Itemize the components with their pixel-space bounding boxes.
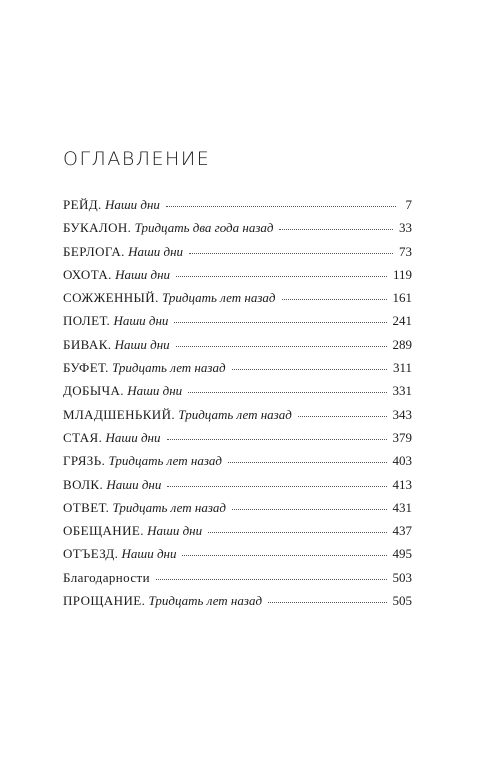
toc-entry-title: ОХОТА.	[63, 266, 112, 282]
toc-entry-timeframe: Наши дни	[121, 546, 177, 562]
toc-entry-timeframe: Наши дни	[115, 266, 171, 282]
toc-entry-label	[63, 407, 292, 423]
toc-entry-label	[63, 383, 182, 399]
toc-entry	[63, 430, 412, 453]
dot-leader	[174, 322, 386, 323]
toc-entry-timeframe: Наши дни	[127, 383, 183, 399]
toc-entry	[63, 244, 412, 267]
toc-entry	[63, 290, 412, 313]
dot-leader	[279, 229, 393, 230]
toc-entry-page-number: 379	[392, 429, 412, 445]
toc-entry-title: ВОЛК.	[63, 476, 104, 492]
toc-entry-page-number: 7	[405, 197, 412, 212]
dot-leader	[268, 602, 386, 603]
toc-entry-page-number: 331	[392, 383, 412, 399]
toc-entry-title: ОТВЕТ.	[63, 499, 110, 515]
toc-entry	[63, 477, 412, 500]
dot-leader	[176, 276, 387, 277]
toc-entry-title: ПРОЩАНИЕ.	[63, 593, 146, 609]
toc-entry-title: СТАЯ.	[63, 429, 103, 445]
toc-entry-label	[63, 244, 183, 260]
toc-entry-label	[63, 570, 150, 586]
toc-entry-title: БУФЕТ.	[63, 360, 109, 376]
toc-entry-label	[63, 313, 168, 329]
toc-entry-title: ПОЛЕТ.	[63, 313, 111, 329]
toc-entry-title: РЕЙД.	[63, 197, 102, 212]
toc-entry-title: СОЖЖЕННЫЙ.	[63, 290, 159, 306]
toc-entry-title: Благодарности	[63, 569, 150, 585]
toc-entry-timeframe: Тридцать лет назад	[178, 406, 292, 422]
toc-entry-timeframe: Наши дни	[106, 476, 162, 492]
dot-leader	[167, 486, 386, 487]
dot-leader	[182, 555, 386, 556]
toc-entry-title: БЕРЛОГА.	[63, 243, 125, 259]
toc-entry	[63, 523, 412, 546]
toc-entry	[63, 267, 412, 290]
toc-entry-timeframe: Тридцать лет назад	[112, 360, 226, 376]
dot-leader	[189, 253, 393, 254]
dot-leader	[282, 299, 387, 300]
toc-entry-label	[63, 197, 160, 213]
dot-leader	[156, 579, 387, 580]
toc-entry-page-number: 161	[392, 290, 412, 306]
toc-entry	[63, 546, 412, 569]
toc-entry-page-number: 311	[392, 360, 412, 376]
toc-entry-page-number: 241	[392, 313, 412, 329]
toc-entry-timeframe: Наши дни	[128, 243, 184, 259]
dot-leader	[166, 206, 396, 207]
toc-entry-timeframe: Тридцать лет назад	[108, 453, 223, 469]
toc-entry-label	[63, 523, 202, 539]
toc-entry-title: БУКАЛОН.	[63, 220, 132, 236]
toc-entry-label	[63, 500, 226, 516]
toc-entry-page-number: 73	[399, 243, 412, 259]
toc-entry-label	[63, 220, 273, 236]
toc-entry-page-number: 505	[392, 593, 412, 609]
toc-entry-page-number: 289	[392, 336, 412, 352]
toc-entry-title: ДОБЫЧА.	[63, 383, 124, 399]
toc-entry-timeframe: Наши дни	[114, 336, 170, 352]
toc-entry-label	[63, 290, 276, 306]
toc-entry-label	[63, 477, 161, 493]
toc-entry-page-number: 343	[392, 406, 412, 422]
toc-entry-page-number: 503	[392, 569, 412, 585]
toc-list	[63, 197, 412, 616]
toc-entry	[63, 360, 412, 383]
toc-entry	[63, 407, 412, 430]
toc-entry-page-number: 119	[392, 266, 412, 282]
toc-entry-timeframe: Наши дни	[147, 523, 203, 539]
dot-leader	[298, 416, 387, 417]
toc-entry-page-number: 431	[392, 499, 412, 515]
toc-entry	[63, 197, 412, 220]
toc-entry-title: ГРЯЗЬ.	[63, 453, 106, 469]
toc-entry-title: МЛАДШЕНЬКИЙ.	[63, 406, 176, 422]
toc-entry-timeframe: Тридцать лет назад	[161, 290, 276, 306]
toc-entry-timeframe: Тридцать лет назад	[148, 593, 263, 609]
toc-entry-timeframe: Наши дни	[105, 429, 161, 445]
toc-entry	[63, 570, 412, 593]
dot-leader	[167, 439, 387, 440]
toc-entry-timeframe: Наши дни	[113, 313, 169, 329]
toc-entry-page-number: 403	[392, 453, 412, 469]
toc-entry	[63, 593, 412, 616]
toc-entry-timeframe: Тридцать лет назад	[112, 499, 227, 515]
toc-entry	[63, 313, 412, 336]
toc-entry	[63, 453, 412, 476]
toc-entry-label	[63, 267, 170, 283]
dot-leader	[188, 392, 386, 393]
toc-entry-page-number: 495	[392, 546, 412, 562]
dot-leader	[228, 462, 386, 463]
toc-entry	[63, 383, 412, 406]
toc-entry-timeframe: Тридцать два года назад	[134, 220, 274, 236]
toc-entry-title: ОБЕЩАНИЕ.	[63, 523, 144, 539]
toc-entry-label	[63, 337, 170, 353]
dot-leader	[208, 532, 386, 533]
toc-entry-title: БИВАК.	[63, 336, 112, 352]
toc-entry-label	[63, 360, 226, 376]
page-title: ОГЛАВЛЕНИЕ	[63, 148, 211, 170]
toc-entry-page-number: 413	[392, 476, 412, 492]
toc-entry	[63, 220, 412, 243]
toc-entry-page-number: 33	[399, 220, 412, 236]
toc-entry	[63, 337, 412, 360]
toc-entry-title: ОТЪЕЗД.	[63, 546, 119, 562]
toc-entry-label	[63, 593, 262, 609]
toc-entry	[63, 500, 412, 523]
toc-entry-label	[63, 546, 176, 562]
toc-entry-label	[63, 430, 161, 446]
dot-leader	[232, 509, 386, 510]
toc-entry-timeframe: Наши дни	[104, 197, 160, 212]
dot-leader	[176, 346, 387, 347]
toc-entry-label	[63, 453, 222, 469]
toc-entry-page-number: 437	[392, 523, 412, 539]
dot-leader	[232, 369, 387, 370]
